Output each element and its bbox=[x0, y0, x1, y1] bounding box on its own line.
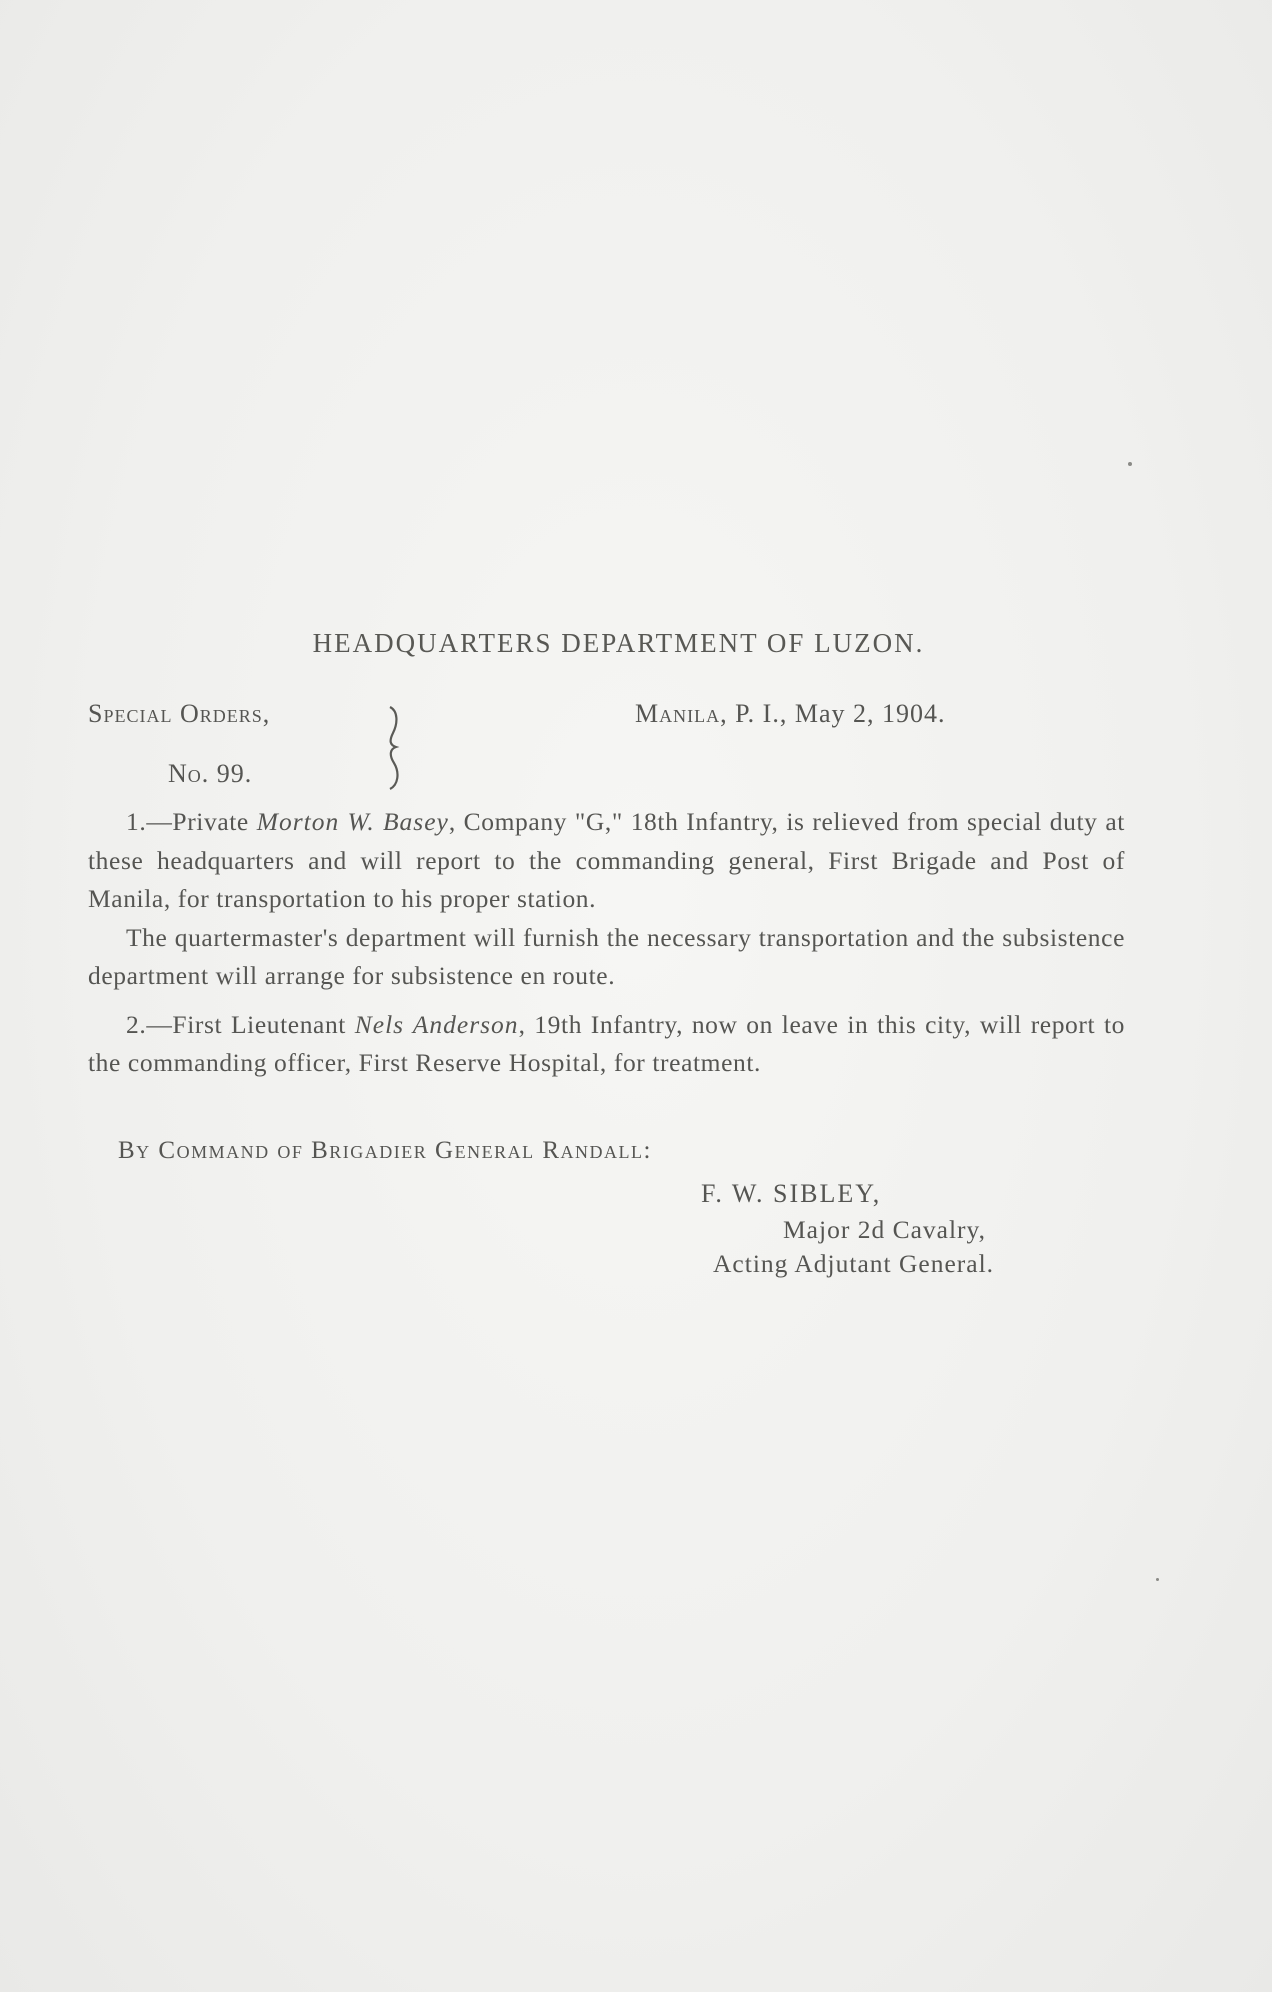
paragraph-1-number: 1.—Private bbox=[126, 807, 257, 836]
orders-number: No. 99. bbox=[168, 759, 253, 788]
signature-title: Acting Adjutant General. bbox=[713, 1248, 995, 1278]
paragraph-2 bbox=[88, 1006, 1125, 1083]
date-text: May 2, 1904. bbox=[794, 699, 946, 728]
orders-header bbox=[88, 699, 1125, 803]
dateline bbox=[635, 699, 946, 729]
orders-label: Special Orders, bbox=[88, 699, 271, 728]
paper-speck bbox=[1128, 462, 1132, 466]
paragraph-1b: The quartermaster's department will furnish the necessary transportation and the subsistence department will arrange for subsistence en route. bbox=[88, 922, 1125, 990]
brace-icon bbox=[384, 701, 408, 793]
paragraph-1 bbox=[88, 803, 1125, 919]
command-line: By Command of Brigadier General Randall: bbox=[118, 1136, 652, 1164]
date-place: Manila, P. I., bbox=[635, 699, 788, 728]
signature-rank: Major 2d Cavalry, bbox=[783, 1214, 987, 1244]
special-orders-document bbox=[88, 628, 1125, 1279]
paragraph-1-name: Morton W. Basey bbox=[256, 807, 449, 836]
paragraph-1-text: , Company "G," 18th Infantry, is relieved from special duty at these headquarters and will report to the commanding general, First Brigade and Post of Manila, for transportation to his proper station. bbox=[88, 807, 1125, 913]
signature-block bbox=[88, 1179, 1125, 1279]
document-heading: HEADQUARTERS DEPARTMENT OF LUZON. bbox=[312, 628, 925, 658]
paper-speck bbox=[1156, 1578, 1159, 1581]
signature-name: F. W. SIBLEY, bbox=[701, 1178, 882, 1208]
paragraph-2-name: Nels Anderson bbox=[354, 1009, 519, 1039]
paragraph-2-number: 2.—First Lieutenant bbox=[126, 1009, 355, 1039]
paragraph-2-text: , 19th Infantry, now on leave in this city, will report to the commanding officer, First Reserve Hospital, for treatment. bbox=[88, 1009, 1125, 1077]
